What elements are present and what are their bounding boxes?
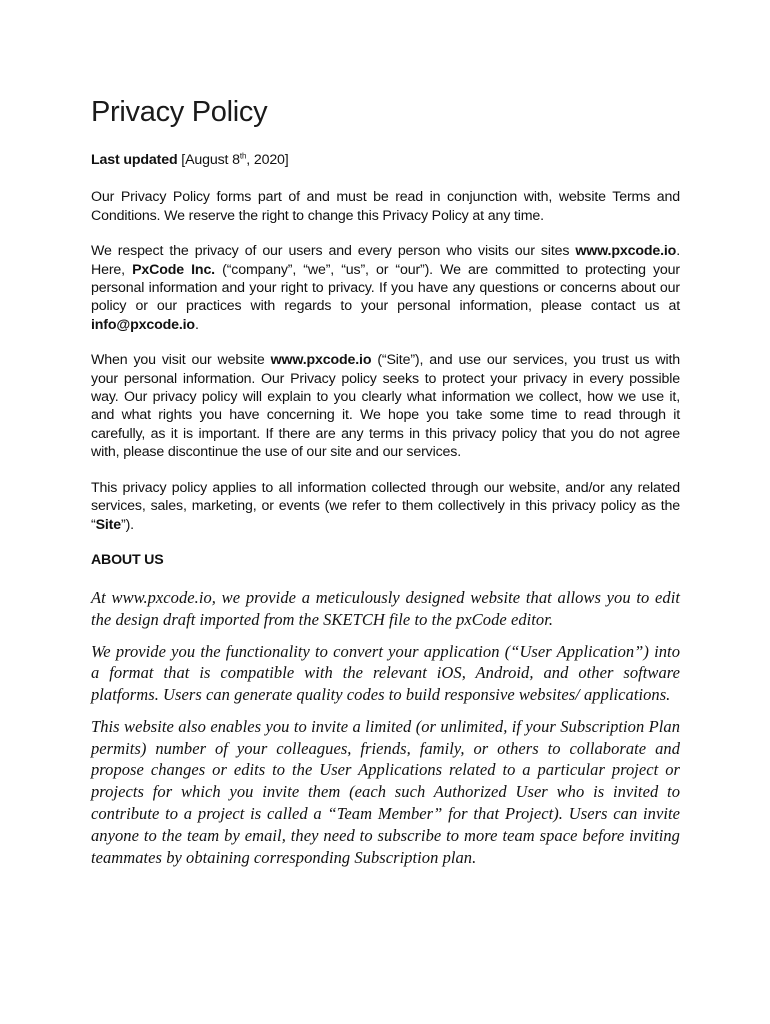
text-segment: This privacy policy applies to all information collected through our website, and/or any related services, sales, marketing, or events (we refer to them collectively in this privacy policy as the “ [91, 479, 680, 533]
about-paragraph-team: This website also enables you to invite a limited (or unlimited, if your Subscription Plan permits) number of your colleagues, friends, family, or others to collaborate and propose changes or edits to the User Applications related to a particular project or projects for which you invite them (each such Authorized User who is invited to contribute to a project is called a “Team Member” for that Project). Users can invite anyone to the team by email, they need to subscribe to more team space before inviting teammates by obtaining corresponding Subscription plan. [91, 716, 680, 867]
text-segment: . Here, [91, 243, 680, 278]
contact-email: info@pxcode.io [91, 316, 195, 333]
text-segment: ”). [121, 516, 134, 533]
text-segment: (“company”, “we”, “us”, or “our”). We are committed to protecting your personal information and your right to privacy. If you have any questions or concerns about our policy or our practices with regards to your personal information, please contact us at [91, 261, 680, 315]
paragraph-terms: Our Privacy Policy forms part of and must be read in conjunction with, website Terms and Conditions. We reserve the right to change this Privacy Policy at any time. [91, 189, 680, 224]
site-url: www.pxcode.io [270, 352, 372, 369]
paragraph-visit-website [91, 351, 680, 461]
document-page [91, 94, 680, 878]
site-term: Site [95, 516, 121, 533]
about-paragraph-functionality: We provide you the functionality to convert your application (“User Application”) into a format that is compatible with the relevant iOS, Android, and other software platforms. Users can generate quality codes to build responsive websites/ applications. [91, 641, 680, 705]
site-url: www.pxcode.io [575, 243, 677, 260]
company-name: PxCode Inc. [132, 261, 215, 278]
text-segment: . [194, 316, 199, 333]
last-updated-date-end: , 2020] [246, 152, 289, 168]
last-updated-label: Last updated [91, 152, 178, 168]
text-segment: When you visit our website [91, 352, 271, 369]
text-segment: We respect the privacy of our users and every person who visits our sites [91, 243, 576, 260]
paragraph-respect-privacy [91, 242, 680, 334]
last-updated-date-suffix: th [239, 151, 247, 161]
about-paragraph-editor: At www.pxcode.io, we provide a meticulously designed website that allows you to edit the design draft imported from the SKETCH file to the pxCode editor. [91, 587, 680, 629]
last-updated [91, 151, 680, 169]
last-updated-date-start: [August 8 [181, 152, 240, 168]
about-us-heading: ABOUT US [91, 551, 164, 568]
text-segment: (“Site”), and use our services, you trust us with your personal information. Our Privacy policy seeks to protect your privacy in every possible way. Our privacy policy will explain to you clearly what information we collect, how we use it, and what rights you have concerning it. We hope you take some time to read through it carefully, as it is important. If there are any terms in this privacy policy that you do not agree with, please discontinue the use of our site and our services. [91, 352, 680, 461]
page-title: Privacy Policy [91, 96, 268, 128]
paragraph-scope [91, 479, 680, 534]
